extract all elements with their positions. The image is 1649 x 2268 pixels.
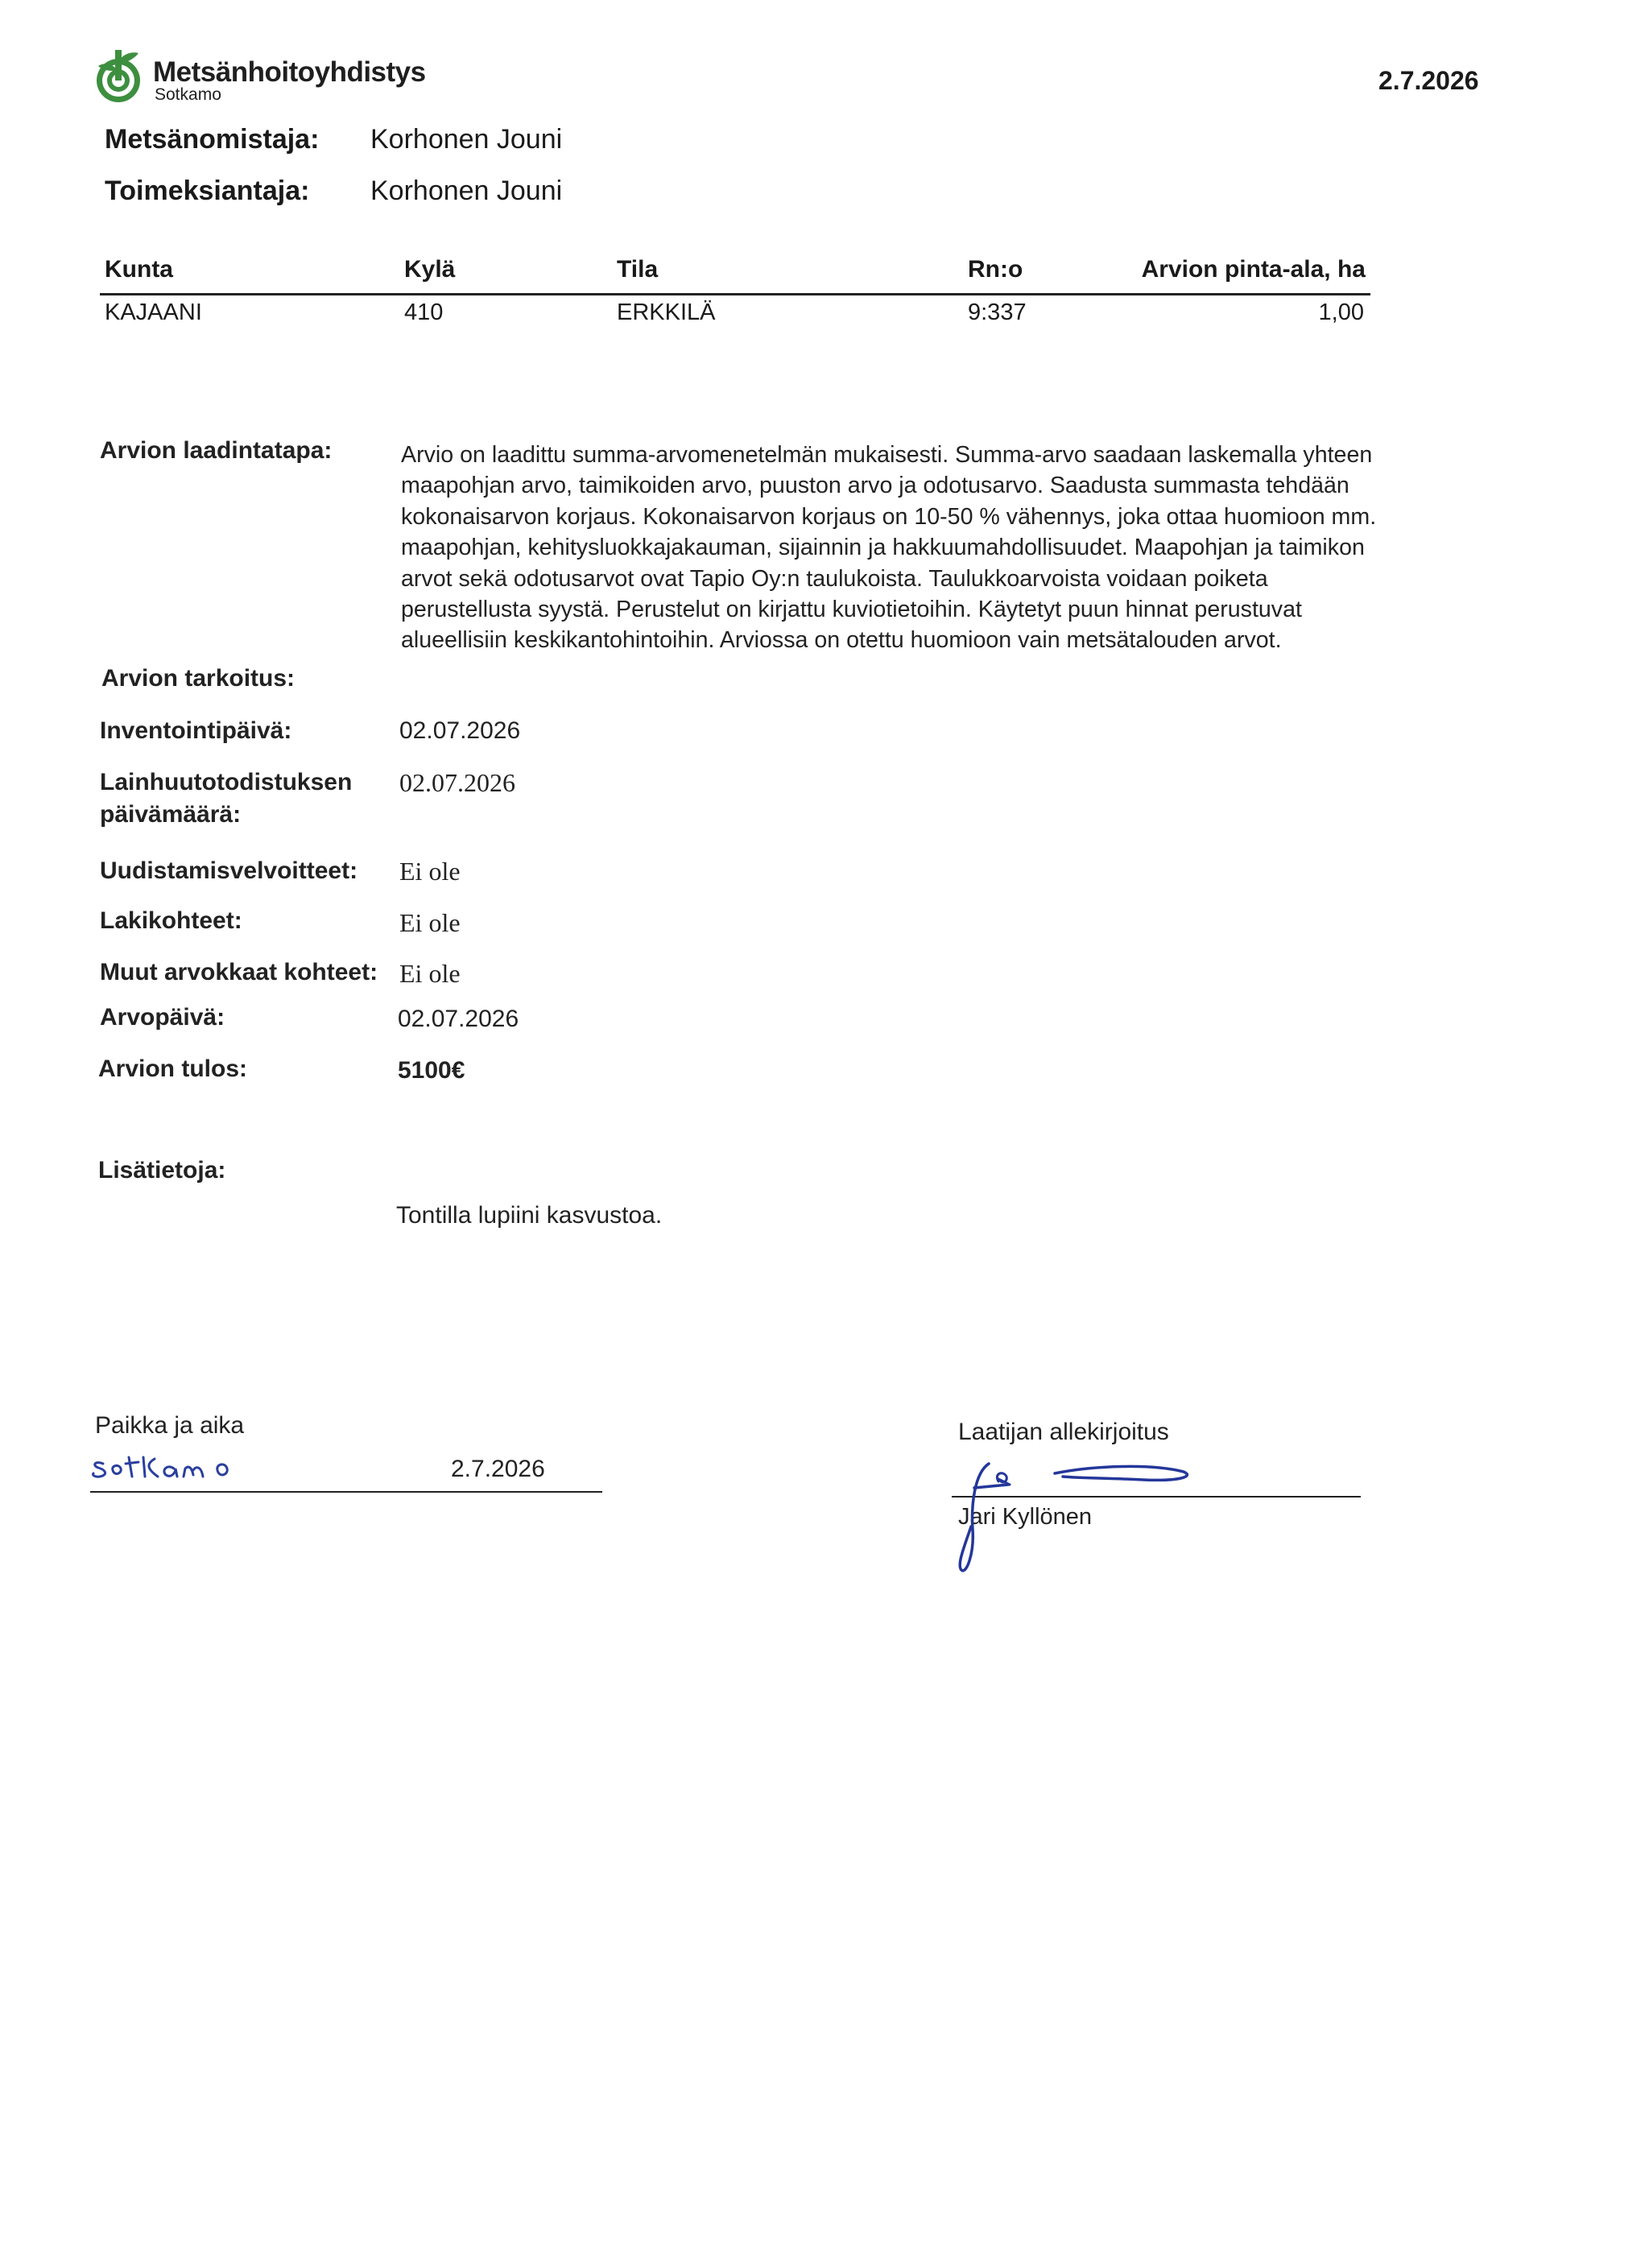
renewal-obligations-value: Ei ole <box>399 857 461 886</box>
method-line: maapohjan arvo, taimikoiden arvo, puuston arvo ja odotusarvo. Saadusta summasta tehdään <box>401 473 1349 499</box>
method-line: kokonaisarvon korjaus. Kokonaisarvon korjaus on 10-50 % vähennys, joka ottaa huomioon mm. <box>401 503 1377 530</box>
document-date: 2.7.2026 <box>1378 66 1479 95</box>
additional-info-value: Tontilla lupiini kasvustoa. <box>396 1202 663 1229</box>
place-date: 2.7.2026 <box>451 1456 545 1482</box>
table-header-rule <box>100 293 1370 295</box>
other-valuable-sites-value: Ei ole <box>399 959 461 988</box>
additional-info-label: Lisätietoja: <box>98 1157 226 1184</box>
table-header-village: Kylä <box>404 256 456 283</box>
table-header-estate: Tila <box>617 256 659 283</box>
place-signature-line <box>90 1491 602 1493</box>
table-header-register-number: Rn:o <box>968 256 1023 283</box>
organization-branch: Sotkamo <box>155 85 221 104</box>
legal-sites-label: Lakikohteet: <box>100 907 242 934</box>
method-label: Arvion laadintatapa: <box>100 437 333 464</box>
table-cell-estate: ERKKILÄ <box>617 300 716 325</box>
client-value: Korhonen Jouni <box>370 176 563 206</box>
value-date-value: 02.07.2026 <box>398 1006 519 1032</box>
method-description <box>401 440 1391 656</box>
method-line: arvot sekä odotusarvot ovat Tapio Oy:n taulukoista. Taulukkoarvoista voidaan poiketa <box>401 565 1268 592</box>
table-header-municipality: Kunta <box>105 256 173 283</box>
table-cell-village: 410 <box>404 300 444 325</box>
method-line: maapohjan, kehitysluokkajakauman, sijainnin ja hakkuumahdollisuudet. Maapohjan ja taimikon <box>401 535 1365 561</box>
place-and-time-label: Paikka ja aika <box>95 1412 245 1439</box>
method-line: perustellusta syystä. Perustelut on kirjattu kuviotietoihin. Käytetyt puun hinnat perustuvat <box>401 597 1302 623</box>
title-deed-date-value: 02.07.2026 <box>399 768 515 797</box>
value-date-label: Arvopäivä: <box>100 1004 225 1031</box>
handwritten-place <box>90 1446 283 1486</box>
signer-label: Laatijan allekirjoitus <box>958 1419 1169 1445</box>
organization-name: Metsänhoitoyhdistys <box>153 56 426 88</box>
method-line: alueellisiin keskikantohintoihin. Arviossa on otettu huomioon vain metsätalouden arvot. <box>401 627 1282 654</box>
table-header-area: Arvion pinta-ala, ha <box>1141 256 1366 283</box>
title-deed-date-label <box>100 766 352 831</box>
client-label: Toimeksiantaja: <box>105 176 310 206</box>
purpose-label: Arvion tarkoitus: <box>101 665 295 692</box>
other-valuable-sites-label: Muut arvokkaat kohteet: <box>100 959 378 985</box>
table-cell-area: 1,00 <box>1318 300 1364 325</box>
inventory-date-value: 02.07.2026 <box>399 717 521 744</box>
result-value: 5100€ <box>398 1057 465 1084</box>
signer-name: Jari Kyllönen <box>958 1504 1093 1530</box>
title-deed-label-line-1: Lainhuutotodistuksen <box>100 769 353 795</box>
table-cell-municipality: KAJAANI <box>105 300 202 325</box>
owner-value: Korhonen Jouni <box>370 124 563 155</box>
organization-logo-icon <box>93 45 147 105</box>
table-cell-register-number: 9:337 <box>968 300 1027 325</box>
renewal-obligations-label: Uudistamisvelvoitteet: <box>100 857 358 884</box>
result-label: Arvion tulos: <box>98 1056 247 1082</box>
legal-sites-value: Ei ole <box>399 908 461 937</box>
owner-label: Metsänomistaja: <box>105 124 320 155</box>
handwritten-signature <box>950 1449 1208 1578</box>
title-deed-label-line-2: päivämäärä: <box>100 801 242 828</box>
inventory-date-label: Inventointipäivä: <box>100 717 292 744</box>
method-line: Arvio on laadittu summa-arvomenetelmän mukaisesti. Summa-arvo saadaan laskemalla yhteen <box>401 442 1373 468</box>
